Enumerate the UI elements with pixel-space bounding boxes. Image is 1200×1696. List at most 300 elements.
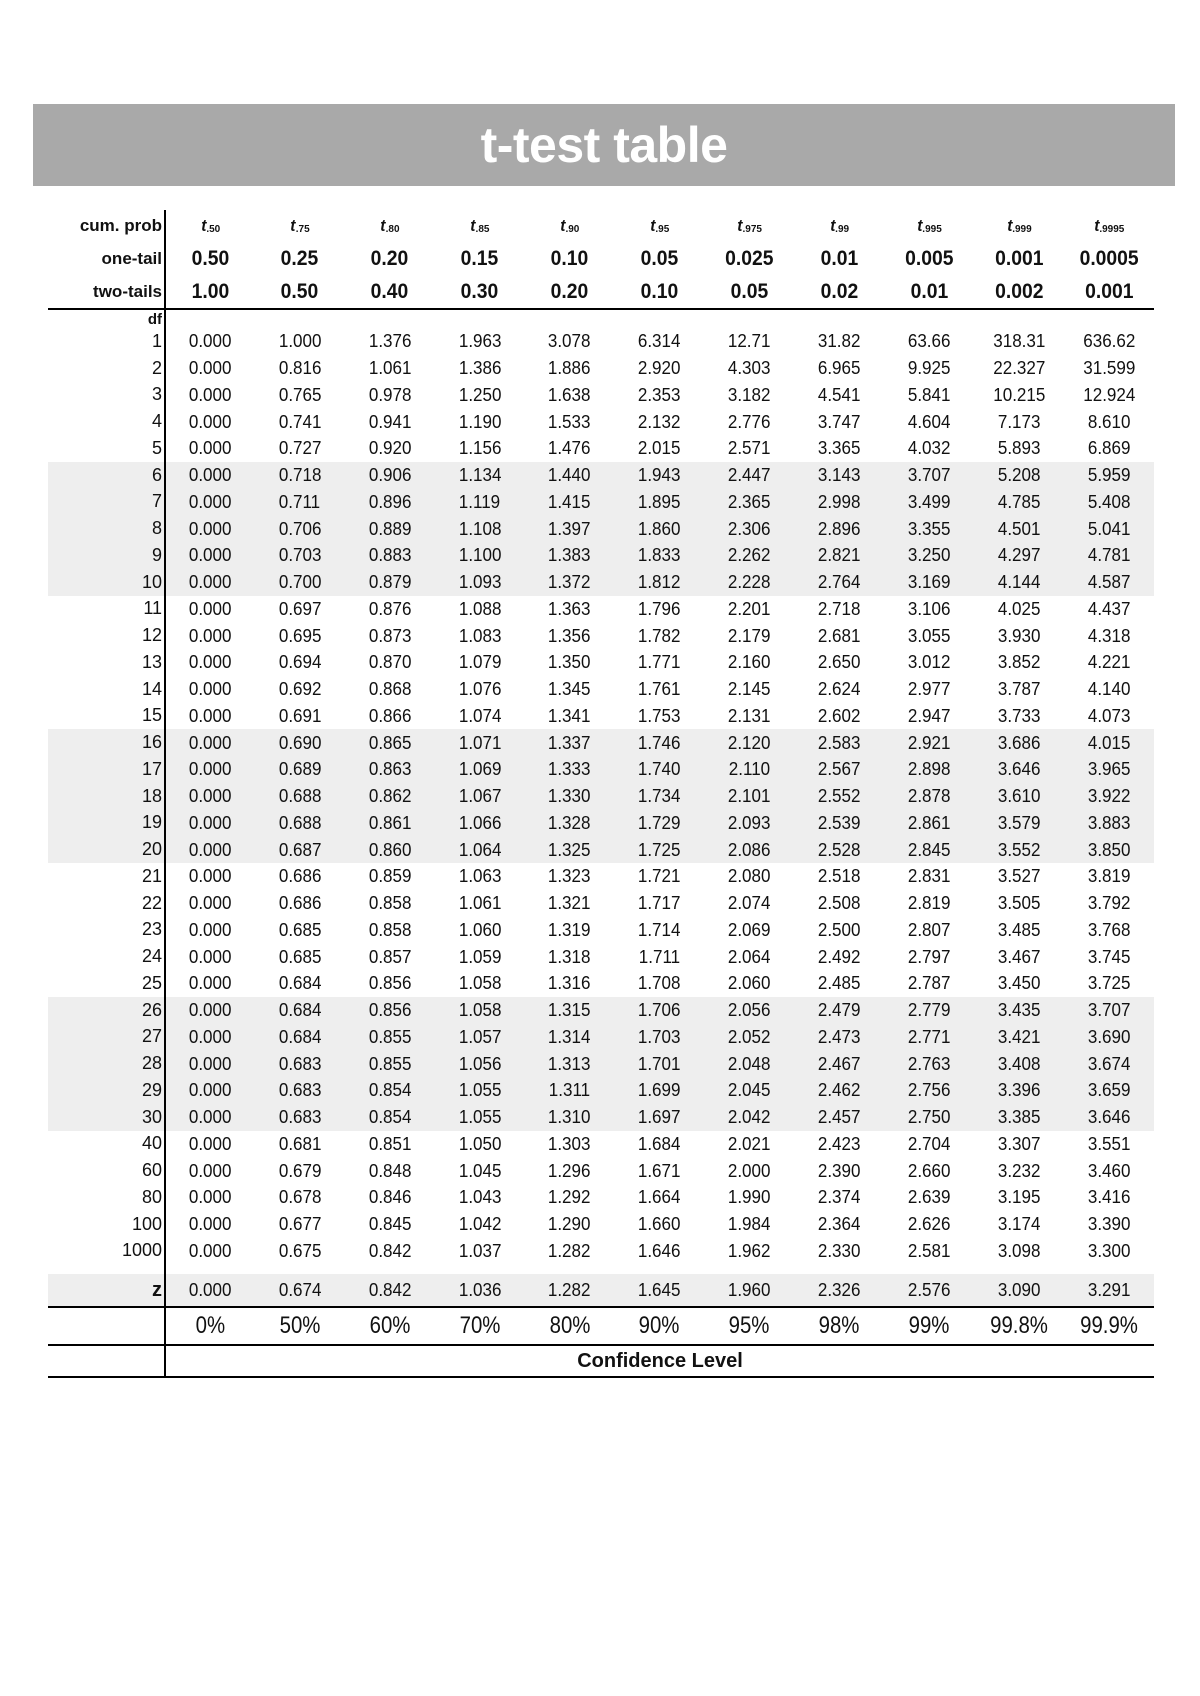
critical-value-text: 3.646 (1087, 1106, 1131, 1128)
critical-value-text: 2.021 (728, 1132, 771, 1154)
cum-prob-label: cum. prob (48, 210, 165, 242)
df-value: 5 (48, 435, 165, 462)
critical-value (435, 1077, 525, 1104)
df-value: 16 (48, 729, 165, 756)
critical-value (345, 1184, 435, 1211)
critical-value-text: 318.31 (993, 330, 1046, 352)
critical-value-text: 1.963 (458, 330, 501, 352)
spacer-row (48, 1264, 1154, 1274)
confidence-value-text: 70% (459, 1312, 501, 1340)
critical-value (615, 676, 705, 703)
critical-value-text: 2.093 (728, 811, 771, 833)
critical-value (1064, 435, 1154, 462)
critical-value-text: 6.965 (817, 357, 861, 379)
critical-value (794, 1157, 884, 1184)
critical-value (345, 542, 435, 569)
critical-value (345, 462, 435, 489)
critical-value-text: 1.069 (458, 758, 501, 780)
critical-value (435, 596, 525, 623)
critical-value (794, 1238, 884, 1265)
critical-value (165, 596, 255, 623)
confidence-value (165, 1307, 255, 1345)
critical-value (974, 515, 1064, 542)
critical-value-text: 5.408 (1087, 490, 1131, 512)
critical-value-text: 3.385 (997, 1106, 1041, 1128)
critical-value-text: 2.056 (728, 999, 771, 1021)
critical-value (794, 382, 884, 409)
critical-value-text: 3.505 (997, 892, 1041, 914)
critical-value-text: 3.365 (817, 437, 861, 459)
critical-value (794, 596, 884, 623)
critical-value (1064, 783, 1154, 810)
quantile-header (435, 210, 525, 242)
quantile-header (345, 210, 435, 242)
confidence-value-text: 60% (369, 1312, 411, 1340)
critical-value (435, 408, 525, 435)
empty-cell (1064, 309, 1154, 328)
critical-value-text: 2.807 (907, 918, 951, 940)
table-row (48, 943, 1154, 970)
critical-value (704, 649, 794, 676)
one-tail-value-text: 0.005 (905, 246, 954, 270)
critical-value-text: 5.841 (907, 383, 951, 405)
critical-value-text: 3.745 (1087, 945, 1131, 967)
critical-value-text: 0.727 (278, 437, 322, 459)
critical-value (615, 542, 705, 569)
critical-value-text: 4.221 (1087, 651, 1131, 673)
critical-value-text: 3.143 (817, 464, 861, 486)
critical-value-text: 0.687 (278, 838, 322, 860)
critical-value-text: 3.355 (907, 517, 951, 539)
critical-value-text: 6.869 (1087, 437, 1131, 459)
critical-value-text: 0.000 (189, 1239, 232, 1261)
critical-value (1064, 997, 1154, 1024)
critical-value (615, 1238, 705, 1265)
critical-value-text: 2.485 (817, 972, 861, 994)
critical-value (345, 596, 435, 623)
critical-value-text: 1.318 (548, 945, 591, 967)
spacer-cell (974, 1264, 1064, 1274)
critical-value (345, 382, 435, 409)
critical-value-text: 4.318 (1087, 624, 1131, 646)
one-tail-value (704, 242, 794, 275)
critical-value-text: 3.467 (997, 945, 1041, 967)
critical-value-text: 4.297 (997, 544, 1041, 566)
critical-value-text: 0.000 (189, 731, 232, 753)
critical-value-text: 1.067 (458, 785, 501, 807)
quantile-symbol: t (200, 216, 207, 235)
critical-value (704, 703, 794, 730)
critical-value-text: 1.088 (458, 597, 501, 619)
confidence-value-text: 98% (818, 1312, 860, 1340)
critical-value (884, 917, 974, 944)
critical-value (615, 1211, 705, 1238)
critical-value (884, 515, 974, 542)
critical-value (974, 997, 1064, 1024)
critical-value-text: 1.061 (368, 357, 412, 379)
confidence-caption-row (48, 1345, 1154, 1377)
df-value: 14 (48, 676, 165, 703)
quantile-subscript: .95 (655, 224, 670, 235)
z-value (704, 1274, 794, 1307)
quantile-header (165, 210, 255, 242)
quantile-symbol: t (1093, 216, 1100, 235)
df-value: 29 (48, 1077, 165, 1104)
table-row (48, 542, 1154, 569)
critical-value-text: 2.479 (817, 999, 861, 1021)
critical-value (345, 703, 435, 730)
critical-value-text: 2.467 (817, 1052, 861, 1074)
critical-value-text: 1.328 (548, 811, 591, 833)
critical-value-text: 1.638 (548, 383, 591, 405)
critical-value-text: 0.679 (278, 1159, 322, 1181)
critical-value (525, 890, 615, 917)
critical-value (345, 355, 435, 382)
critical-value (704, 1238, 794, 1265)
critical-value (435, 435, 525, 462)
critical-value-text: 1.100 (458, 544, 501, 566)
df-value: 15 (48, 703, 165, 730)
critical-value-text: 2.492 (817, 945, 861, 967)
critical-value-text: 3.485 (997, 918, 1041, 940)
critical-value-text: 0.675 (278, 1239, 322, 1261)
quantile-symbol: t (560, 216, 566, 235)
two-tails-value-text: 0.001 (1084, 279, 1134, 303)
critical-value (704, 917, 794, 944)
quantile-subscript: .90 (565, 224, 580, 235)
df-value: 19 (48, 810, 165, 837)
critical-value-text: 4.303 (728, 357, 771, 379)
critical-value-text: 0.000 (189, 544, 232, 566)
critical-value (525, 1050, 615, 1077)
critical-value (794, 943, 884, 970)
critical-value-text: 2.060 (728, 972, 771, 994)
critical-value (165, 810, 255, 837)
df-value: 6 (48, 462, 165, 489)
critical-value (704, 515, 794, 542)
critical-value (794, 1184, 884, 1211)
critical-value-text: 2.650 (817, 651, 861, 673)
critical-value (345, 489, 435, 516)
table-row (48, 1077, 1154, 1104)
z-value-text: 3.090 (997, 1279, 1041, 1301)
critical-value (165, 1131, 255, 1158)
critical-value-text: 1.319 (548, 918, 591, 940)
critical-value (255, 355, 345, 382)
critical-value (1064, 756, 1154, 783)
critical-value (255, 1077, 345, 1104)
critical-value-text: 0.000 (189, 999, 232, 1021)
critical-value (615, 1131, 705, 1158)
critical-value-text: 1.725 (638, 838, 681, 860)
critical-value (165, 1050, 255, 1077)
critical-value (704, 569, 794, 596)
confidence-level-label: Confidence Level (165, 1345, 1154, 1377)
z-value (794, 1274, 884, 1307)
critical-value (615, 970, 705, 997)
critical-value (1064, 596, 1154, 623)
confidence-value-text: 99.9% (1080, 1312, 1138, 1340)
critical-value-text: 3.610 (997, 785, 1041, 807)
critical-value (615, 1157, 705, 1184)
z-value (345, 1274, 435, 1307)
critical-value-text: 0.842 (368, 1239, 412, 1261)
critical-value-text: 3.174 (997, 1213, 1041, 1235)
empty-cell (255, 309, 345, 328)
critical-value (794, 729, 884, 756)
table-row (48, 355, 1154, 382)
table-row (48, 1157, 1154, 1184)
critical-value-text: 0.879 (368, 571, 412, 593)
z-value-text: 1.645 (638, 1279, 681, 1301)
critical-value (525, 863, 615, 890)
critical-value (1064, 1131, 1154, 1158)
critical-value-text: 2.821 (817, 544, 861, 566)
critical-value-text: 3.195 (997, 1186, 1041, 1208)
z-row (48, 1274, 1154, 1307)
critical-value-text: 0.688 (278, 785, 322, 807)
critical-value-text: 2.920 (638, 357, 681, 379)
critical-value (704, 1050, 794, 1077)
quantile-header (255, 210, 345, 242)
critical-value-text: 0.856 (368, 972, 412, 994)
z-value-text: 0.674 (278, 1279, 322, 1301)
critical-value (345, 435, 435, 462)
df-value: 1000 (48, 1238, 165, 1265)
critical-value (704, 890, 794, 917)
critical-value (345, 1050, 435, 1077)
critical-value-text: 2.045 (728, 1079, 771, 1101)
critical-value (345, 1238, 435, 1265)
critical-value-text: 2.042 (728, 1106, 771, 1128)
critical-value (345, 863, 435, 890)
critical-value (435, 622, 525, 649)
critical-value (974, 569, 1064, 596)
critical-value-text: 1.057 (458, 1025, 501, 1047)
critical-value-text: 0.000 (189, 1025, 232, 1047)
critical-value-text: 1.330 (548, 785, 591, 807)
critical-value-text: 0.978 (368, 383, 412, 405)
critical-value-text: 2.374 (817, 1186, 861, 1208)
critical-value (1064, 890, 1154, 917)
critical-value-text: 2.787 (907, 972, 951, 994)
critical-value (974, 355, 1064, 382)
two-tails-value (345, 275, 435, 309)
critical-value (525, 1184, 615, 1211)
critical-value-text: 2.704 (907, 1132, 951, 1154)
critical-value (1064, 943, 1154, 970)
critical-value (1064, 569, 1154, 596)
critical-value (974, 542, 1064, 569)
critical-value (525, 1024, 615, 1051)
critical-value-text: 2.776 (728, 410, 771, 432)
critical-value (435, 515, 525, 542)
two-tails-value (165, 275, 255, 309)
critical-value-text: 4.541 (817, 383, 861, 405)
critical-value (165, 328, 255, 355)
critical-value-text: 1.190 (458, 410, 501, 432)
table-row (48, 863, 1154, 890)
critical-value (525, 1131, 615, 1158)
critical-value (1064, 863, 1154, 890)
critical-value-text: 0.000 (189, 464, 232, 486)
critical-value-text: 1.782 (638, 624, 681, 646)
critical-value (704, 810, 794, 837)
critical-value-text: 0.000 (189, 1106, 232, 1128)
critical-value-text: 2.878 (907, 785, 951, 807)
critical-value (884, 328, 974, 355)
critical-value-text: 1.071 (458, 731, 501, 753)
critical-value (884, 596, 974, 623)
critical-value (884, 542, 974, 569)
critical-value-text: 0.000 (189, 704, 232, 726)
critical-value-text: 2.000 (728, 1159, 771, 1181)
critical-value-text: 2.845 (907, 838, 951, 860)
critical-value-text: 1.721 (638, 865, 681, 887)
critical-value (974, 863, 1064, 890)
critical-value (615, 1104, 705, 1131)
critical-value (345, 676, 435, 703)
critical-value-text: 5.041 (1087, 517, 1131, 539)
table-row (48, 622, 1154, 649)
critical-value (435, 943, 525, 970)
critical-value-text: 0.690 (278, 731, 322, 753)
critical-value-text: 0.000 (189, 838, 232, 860)
critical-value-text: 3.674 (1087, 1052, 1131, 1074)
critical-value-text: 4.587 (1087, 571, 1131, 593)
critical-value (794, 435, 884, 462)
critical-value-text: 1.345 (548, 678, 591, 700)
one-tail-value-text: 0.20 (370, 246, 409, 270)
quantile-header (1064, 210, 1154, 242)
critical-value (615, 462, 705, 489)
critical-value-text: 0.000 (189, 383, 232, 405)
critical-value (1064, 970, 1154, 997)
critical-value (794, 1131, 884, 1158)
critical-value-text: 3.169 (907, 571, 951, 593)
critical-value-text: 0.711 (279, 490, 321, 512)
critical-value-text: 3.078 (548, 330, 591, 352)
critical-value-text: 5.208 (997, 464, 1041, 486)
critical-value-text: 2.750 (907, 1106, 951, 1128)
critical-value-text: 1.063 (458, 865, 501, 887)
critical-value-text: 0.678 (278, 1186, 322, 1208)
critical-value (435, 1104, 525, 1131)
critical-value (525, 382, 615, 409)
two-tails-value (255, 275, 345, 309)
critical-value (704, 1077, 794, 1104)
critical-value-text: 3.300 (1087, 1239, 1131, 1261)
critical-value-text: 2.771 (907, 1025, 951, 1047)
critical-value (1064, 328, 1154, 355)
critical-value (255, 1211, 345, 1238)
critical-value-text: 1.684 (638, 1132, 681, 1154)
one-tail-value (1064, 242, 1154, 275)
critical-value (794, 489, 884, 516)
critical-value-text: 2.064 (728, 945, 771, 967)
critical-value (255, 783, 345, 810)
page-title: t-test table (480, 117, 728, 173)
empty-cell (794, 309, 884, 328)
quantile-symbol: t (1006, 216, 1012, 235)
critical-value (165, 1184, 255, 1211)
critical-value (794, 703, 884, 730)
critical-value (255, 703, 345, 730)
critical-value-text: 3.787 (997, 678, 1041, 700)
z-value (884, 1274, 974, 1307)
critical-value-text: 1.701 (638, 1052, 681, 1074)
critical-value-text: 2.447 (728, 464, 771, 486)
critical-value (615, 729, 705, 756)
table-row (48, 408, 1154, 435)
critical-value (884, 970, 974, 997)
critical-value (345, 917, 435, 944)
critical-value-text: 0.691 (278, 704, 322, 726)
critical-value-text: 2.779 (907, 999, 951, 1021)
critical-value-text: 2.756 (907, 1079, 951, 1101)
critical-value-text: 1.311 (548, 1079, 591, 1101)
critical-value (974, 649, 1064, 676)
critical-value (884, 1131, 974, 1158)
critical-value (165, 783, 255, 810)
quantile-subscript: .9995 (1099, 224, 1125, 235)
critical-value (525, 1211, 615, 1238)
critical-value-text: 0.689 (278, 758, 322, 780)
one-tail-value (165, 242, 255, 275)
z-value-text: 1.282 (548, 1279, 591, 1301)
critical-value-text: 0.873 (368, 624, 412, 646)
critical-value (794, 569, 884, 596)
two-tails-label: two-tails (48, 275, 165, 309)
critical-value (794, 1104, 884, 1131)
one-tail-row (48, 242, 1154, 275)
spacer-cell (525, 1264, 615, 1274)
critical-value-text: 31.82 (817, 330, 861, 352)
two-tails-value-text: 0.02 (820, 279, 859, 303)
critical-value-text: 1.671 (638, 1159, 681, 1181)
critical-value (974, 462, 1064, 489)
critical-value (884, 756, 974, 783)
table-row (48, 1238, 1154, 1265)
critical-value (974, 408, 1064, 435)
two-tails-value (435, 275, 525, 309)
critical-value-text: 0.862 (368, 785, 412, 807)
df-value: 7 (48, 489, 165, 516)
critical-value-text: 2.763 (907, 1052, 951, 1074)
critical-value (974, 596, 1064, 623)
critical-value-text: 0.000 (189, 410, 232, 432)
critical-value-text: 2.086 (728, 838, 771, 860)
critical-value (435, 1050, 525, 1077)
critical-value-text: 3.725 (1087, 972, 1131, 994)
critical-value-text: 1.376 (368, 330, 412, 352)
two-tails-value (525, 275, 615, 309)
critical-value (165, 1024, 255, 1051)
critical-value-text: 2.364 (817, 1213, 861, 1235)
critical-value-text: 7.173 (997, 410, 1041, 432)
critical-value (794, 890, 884, 917)
critical-value (974, 917, 1064, 944)
critical-value (794, 515, 884, 542)
critical-value (704, 542, 794, 569)
critical-value (255, 863, 345, 890)
critical-value-text: 3.408 (997, 1052, 1041, 1074)
critical-value (974, 1238, 1064, 1265)
critical-value (1064, 515, 1154, 542)
critical-value-text: 1.699 (638, 1079, 681, 1101)
critical-value-text: 1.333 (548, 758, 591, 780)
z-value (1064, 1274, 1154, 1307)
